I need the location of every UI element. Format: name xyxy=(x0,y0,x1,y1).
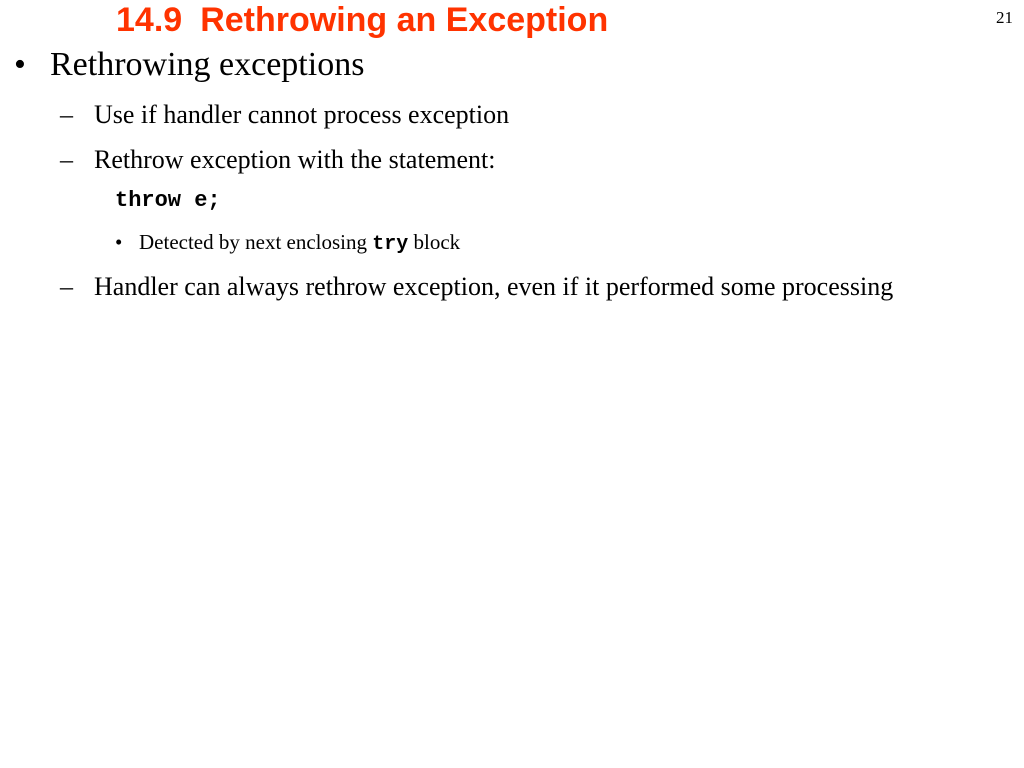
bullet-marker: • xyxy=(14,46,26,83)
sub-bullet-use-if-handler: Use if handler cannot process exception xyxy=(94,100,510,129)
dash-marker: – xyxy=(60,272,73,301)
title-text: Rethrowing an Exception xyxy=(200,1,609,39)
sub-bullet-rethrow-statement: Rethrow exception with the statement: xyxy=(94,145,496,174)
bullet-rethrowing-exceptions: Rethrowing exceptions xyxy=(50,46,365,83)
sub-bullet-handler-can-rethrow: Handler can always rethrow exception, even if it performed some processing xyxy=(94,272,894,301)
block-text: block xyxy=(408,230,461,254)
dash-marker: – xyxy=(60,145,73,174)
code-throw-statement: throw e; xyxy=(115,188,221,213)
detected-by-text: Detected by next enclosing xyxy=(139,230,373,254)
slide-page-number: 21 xyxy=(996,8,1013,27)
code-try-keyword: try xyxy=(372,233,409,256)
small-bullet-marker: • xyxy=(115,230,123,254)
title-section-number: 14.9 xyxy=(116,1,183,39)
slide-title xyxy=(116,0,608,40)
sub-sub-bullet-detected-by xyxy=(139,229,460,258)
dash-marker: – xyxy=(60,100,73,129)
